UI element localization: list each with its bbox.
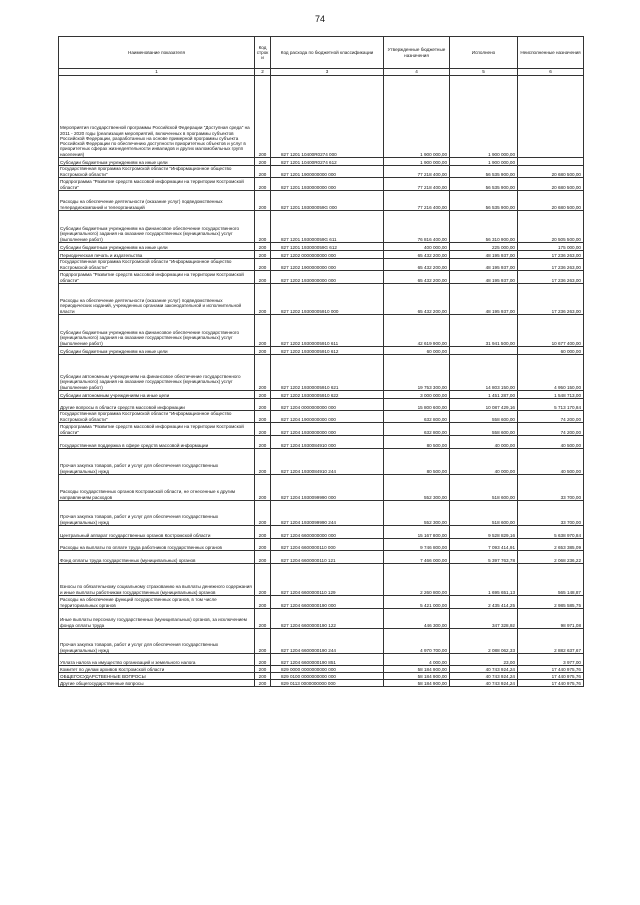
row-executed: 1 695 651,13 bbox=[450, 564, 518, 596]
row-budget-code: 827 1204 1930099990 000 bbox=[271, 475, 384, 501]
row-name: Другие вопросы в области средств массовой информации bbox=[59, 399, 255, 411]
row-unexecuted: 17 236 263,00 bbox=[518, 271, 584, 284]
row-budget-code: 827 1204 6600000190 851 bbox=[271, 654, 384, 666]
row-approved: 15 800 600,00 bbox=[384, 399, 450, 411]
column-number: 2 bbox=[255, 69, 271, 76]
row-approved: 77 218 400,00 bbox=[384, 166, 450, 178]
row-name: Подпрограмма "Развитие средств массовой информации на территории Костромской области" bbox=[59, 271, 255, 284]
table-row bbox=[59, 436, 584, 449]
row-name: Субсидии бюджетным учреждениям на иные цели bbox=[59, 158, 255, 166]
row-line-code: 200 bbox=[255, 355, 271, 391]
row-unexecuted: 17 440 975,76 bbox=[518, 680, 584, 687]
row-unexecuted: 17 236 263,00 bbox=[518, 251, 584, 259]
row-line-code: 200 bbox=[255, 564, 271, 596]
row-approved: 76 816 400,00 bbox=[384, 211, 450, 243]
table-row bbox=[59, 347, 584, 355]
row-budget-code: 827 1201 193000059G 611 bbox=[271, 211, 384, 243]
row-line-code: 200 bbox=[255, 259, 271, 271]
row-budget-code: 827 1204 1930000000 000 bbox=[271, 423, 384, 436]
row-executed: 225 000,00 bbox=[450, 243, 518, 251]
row-budget-code: 827 1204 0000000000 000 bbox=[271, 399, 384, 411]
row-budget-code: 827 1204 6600000190 244 bbox=[271, 629, 384, 654]
row-name: Расходы на обеспечение деятельности (оказание услуг) подведомственных телерадиокомпаний и телеорганизаций bbox=[59, 191, 255, 211]
row-line-code: 200 bbox=[255, 243, 271, 251]
row-unexecuted: 2 882 637,67 bbox=[518, 629, 584, 654]
row-approved: 65 432 200,00 bbox=[384, 251, 450, 259]
row-executed: 558 600,00 bbox=[450, 411, 518, 423]
row-budget-code: 827 1202 19300005910 622 bbox=[271, 391, 384, 399]
row-approved: 42 619 900,00 bbox=[384, 315, 450, 347]
table-row bbox=[59, 315, 584, 347]
column-number: 6 bbox=[518, 69, 584, 76]
table-row bbox=[59, 596, 584, 609]
row-unexecuted: 1 548 713,00 bbox=[518, 391, 584, 399]
row-unexecuted: 565 148,87 bbox=[518, 564, 584, 596]
row-executed: 7 093 414,91 bbox=[450, 539, 518, 551]
row-approved: 400 000,00 bbox=[384, 243, 450, 251]
row-executed: 48 195 937,00 bbox=[450, 271, 518, 284]
row-line-code: 200 bbox=[255, 347, 271, 355]
row-budget-code: 827 1204 1930084910 000 bbox=[271, 436, 384, 449]
row-name: Государственная программа Костромской области "Информационное общество Костромской области" bbox=[59, 259, 255, 271]
row-name: Комитет по делам архивов Костромской области bbox=[59, 666, 255, 673]
row-name: Расходы на выплаты по оплате труда работников государственных органов bbox=[59, 539, 255, 551]
table-row bbox=[59, 191, 584, 211]
row-approved: 60 000,00 bbox=[384, 347, 450, 355]
row-executed: 40 743 924,24 bbox=[450, 666, 518, 673]
row-name: ОБЩЕГОСУДАРСТВЕННЫЕ ВОПРОСЫ bbox=[59, 673, 255, 680]
row-budget-code: 827 1202 19300005910 621 bbox=[271, 355, 384, 391]
row-executed: 5 397 763,78 bbox=[450, 551, 518, 564]
row-unexecuted: 74 200,00 bbox=[518, 423, 584, 436]
table-row bbox=[59, 449, 584, 475]
row-approved: 1 900 000,00 bbox=[384, 158, 450, 166]
table-row bbox=[59, 76, 584, 158]
table-row bbox=[59, 564, 584, 596]
row-budget-code: 827 1202 19300005910 611 bbox=[271, 315, 384, 347]
header-row bbox=[59, 37, 584, 69]
row-approved: 552 300,00 bbox=[384, 475, 450, 501]
row-approved: 58 184 900,00 bbox=[384, 666, 450, 673]
row-approved: 2 260 800,00 bbox=[384, 564, 450, 596]
header-unexecuted: Неисполненные назначения bbox=[518, 37, 584, 69]
table-row bbox=[59, 399, 584, 411]
row-budget-code: 827 1201 10400R0274 000 bbox=[271, 76, 384, 158]
row-unexecuted: 33 700,00 bbox=[518, 501, 584, 526]
table-body bbox=[59, 76, 584, 687]
row-line-code: 200 bbox=[255, 666, 271, 673]
row-line-code: 200 bbox=[255, 211, 271, 243]
row-name: Периодическая печать и издательства bbox=[59, 251, 255, 259]
row-line-code: 200 bbox=[255, 596, 271, 609]
row-executed: 56 535 900,00 bbox=[450, 166, 518, 178]
row-approved: 58 184 900,00 bbox=[384, 673, 450, 680]
row-line-code: 200 bbox=[255, 449, 271, 475]
row-name: Уплата налога на имущество организаций и земельного налога bbox=[59, 654, 255, 666]
row-name: Расходы на обеспечение функций государственных органов, в том числе территориальных органов bbox=[59, 596, 255, 609]
row-budget-code: 827 1201 1930000000 000 bbox=[271, 178, 384, 191]
row-approved: 80 500,00 bbox=[384, 436, 450, 449]
row-budget-code: 827 1201 10400R0274 612 bbox=[271, 158, 384, 166]
row-name: Субсидии автономным учреждениям на иные цели bbox=[59, 391, 255, 399]
table-row bbox=[59, 355, 584, 391]
row-executed: 56 310 900,00 bbox=[450, 211, 518, 243]
header-budget-code: Код расхода по бюджетной классификации bbox=[271, 37, 384, 69]
row-unexecuted: 5 713 170,84 bbox=[518, 399, 584, 411]
row-executed: 48 195 937,00 bbox=[450, 284, 518, 315]
row-unexecuted: 17 236 263,00 bbox=[518, 259, 584, 271]
row-name: Субсидии автономным учреждениям на финансовое обеспечение государственного (муниципального) задания на оказание государственных (муниципальных) услуг (выполнение работ) bbox=[59, 355, 255, 391]
row-unexecuted: 20 505 500,00 bbox=[518, 211, 584, 243]
budget-table bbox=[58, 36, 584, 687]
row-line-code: 200 bbox=[255, 551, 271, 564]
row-executed: 56 535 900,00 bbox=[450, 191, 518, 211]
table-row bbox=[59, 271, 584, 284]
row-budget-code: 827 1204 1930099990 244 bbox=[271, 501, 384, 526]
row-executed: 518 600,00 bbox=[450, 475, 518, 501]
row-approved: 58 184 900,00 bbox=[384, 680, 450, 687]
row-budget-code: 827 1204 1930084910 244 bbox=[271, 449, 384, 475]
row-line-code: 200 bbox=[255, 76, 271, 158]
row-executed: 40 000,00 bbox=[450, 436, 518, 449]
row-executed: 347 328,92 bbox=[450, 609, 518, 629]
row-name: Прочая закупка товаров, работ и услуг для обеспечения государственных (муниципальных) нужд bbox=[59, 629, 255, 654]
row-approved: 632 800,00 bbox=[384, 423, 450, 436]
page-number: 74 bbox=[314, 14, 325, 24]
row-unexecuted: 17 236 263,00 bbox=[518, 284, 584, 315]
row-executed: 1 451 287,00 bbox=[450, 391, 518, 399]
row-unexecuted: 33 700,00 bbox=[518, 475, 584, 501]
table-row bbox=[59, 411, 584, 423]
row-unexecuted: 60 000,00 bbox=[518, 347, 584, 355]
row-unexecuted: 20 680 500,00 bbox=[518, 178, 584, 191]
row-line-code: 200 bbox=[255, 315, 271, 347]
row-line-code: 200 bbox=[255, 475, 271, 501]
table-row bbox=[59, 609, 584, 629]
row-approved: 65 432 200,00 bbox=[384, 259, 450, 271]
column-number: 5 bbox=[450, 69, 518, 76]
row-name: Субсидии бюджетным учреждениям на финансовое обеспечение государственного (муниципального) задания на оказание государственных (муниципальных) услуг (выполнение работ) bbox=[59, 315, 255, 347]
row-budget-code: 829 0000 0000000000 000 bbox=[271, 666, 384, 673]
row-budget-code: 827 1202 19300005910 612 bbox=[271, 347, 384, 355]
row-budget-code: 827 1204 6600000110 000 bbox=[271, 539, 384, 551]
row-name: Мероприятия государственной программы Российской Федерации "Доступная среда" на 2011 - 2020 годы (реализация мероприятий, включенных в программы субъектов Российской Федерации, разработанных на основе примерной программы субъекта Российской Федерации по обеспечению доступности приоритетных объектов и услуг в приоритетных сферах жизнедеятельности инвалидов и других маломобильных групп населения) bbox=[59, 76, 255, 158]
table-row bbox=[59, 501, 584, 526]
row-executed bbox=[450, 347, 518, 355]
table-row bbox=[59, 551, 584, 564]
table-row bbox=[59, 251, 584, 259]
row-executed: 31 941 500,00 bbox=[450, 315, 518, 347]
table-row bbox=[59, 158, 584, 166]
row-unexecuted: 5 638 970,84 bbox=[518, 526, 584, 539]
row-unexecuted: 40 500,00 bbox=[518, 449, 584, 475]
row-unexecuted: 20 680 500,00 bbox=[518, 166, 584, 178]
row-budget-code: 827 1201 193000059G 000 bbox=[271, 191, 384, 211]
row-budget-code: 829 0113 0000000000 000 bbox=[271, 680, 384, 687]
row-approved: 5 421 000,00 bbox=[384, 596, 450, 609]
row-budget-code: 827 1201 193000059G 612 bbox=[271, 243, 384, 251]
row-approved: 65 432 200,00 bbox=[384, 284, 450, 315]
row-unexecuted: 40 500,00 bbox=[518, 436, 584, 449]
row-approved: 77 218 400,00 bbox=[384, 178, 450, 191]
row-approved: 4 000,00 bbox=[384, 654, 450, 666]
column-number: 1 bbox=[59, 69, 255, 76]
column-number: 3 bbox=[271, 69, 384, 76]
row-line-code: 200 bbox=[255, 501, 271, 526]
row-budget-code: 827 1204 6600000000 000 bbox=[271, 526, 384, 539]
row-executed: 1 900 000,00 bbox=[450, 158, 518, 166]
row-line-code: 200 bbox=[255, 411, 271, 423]
row-name: Другие общегосударственные вопросы bbox=[59, 680, 255, 687]
row-approved: 552 300,00 bbox=[384, 501, 450, 526]
row-unexecuted: 4 950 150,00 bbox=[518, 355, 584, 391]
table-row bbox=[59, 178, 584, 191]
row-approved: 446 300,00 bbox=[384, 609, 450, 629]
row-executed: 56 535 900,00 bbox=[450, 178, 518, 191]
row-line-code: 200 bbox=[255, 271, 271, 284]
column-number: 4 bbox=[384, 69, 450, 76]
row-line-code: 200 bbox=[255, 673, 271, 680]
row-executed: 558 600,00 bbox=[450, 423, 518, 436]
row-executed: 2 088 062,33 bbox=[450, 629, 518, 654]
row-name: Государственная программа Костромской области "Информационное общество Костромской области" bbox=[59, 411, 255, 423]
header-approved: Утвержденные бюджетные назначения bbox=[384, 37, 450, 69]
table-row bbox=[59, 526, 584, 539]
row-approved: 7 466 000,00 bbox=[384, 551, 450, 564]
row-line-code: 200 bbox=[255, 629, 271, 654]
row-approved: 4 970 700,00 bbox=[384, 629, 450, 654]
row-unexecuted: 74 200,00 bbox=[518, 411, 584, 423]
row-name: Подпрограмма "Развитие средств массовой информации на территории Костромской области" bbox=[59, 178, 255, 191]
row-executed: 40 000,00 bbox=[450, 449, 518, 475]
row-budget-code: 827 1204 1900000000 000 bbox=[271, 411, 384, 423]
row-budget-code: 827 1204 6600000190 000 bbox=[271, 596, 384, 609]
row-name: Прочая закупка товаров, работ и услуг для обеспечения государственных (муниципальных) нужд bbox=[59, 449, 255, 475]
row-executed: 518 600,00 bbox=[450, 501, 518, 526]
row-unexecuted bbox=[518, 158, 584, 166]
row-line-code: 200 bbox=[255, 526, 271, 539]
header-line-code: Код строк и bbox=[255, 37, 271, 69]
column-numbers-row bbox=[59, 69, 584, 76]
row-budget-code: 827 1202 1930000000 000 bbox=[271, 271, 384, 284]
row-budget-code: 827 1202 19300005910 000 bbox=[271, 284, 384, 315]
row-executed: 40 743 924,24 bbox=[450, 680, 518, 687]
row-line-code: 200 bbox=[255, 251, 271, 259]
table-row bbox=[59, 680, 584, 687]
row-name: Центральный аппарат государственных органов Костромской области bbox=[59, 526, 255, 539]
row-budget-code: 827 1204 6600000110 121 bbox=[271, 551, 384, 564]
row-name: Субсидии бюджетным учреждениям на иные цели bbox=[59, 243, 255, 251]
row-line-code: 200 bbox=[255, 191, 271, 211]
row-budget-code: 827 1201 1900000000 000 bbox=[271, 166, 384, 178]
row-executed: 9 528 829,16 bbox=[450, 526, 518, 539]
row-line-code: 200 bbox=[255, 654, 271, 666]
row-line-code: 200 bbox=[255, 680, 271, 687]
row-unexecuted: 2 068 236,22 bbox=[518, 551, 584, 564]
row-name: Государственная поддержка в сфере средств массовой информации bbox=[59, 436, 255, 449]
table-row bbox=[59, 391, 584, 399]
row-executed: 40 743 924,24 bbox=[450, 673, 518, 680]
row-budget-code: 827 1202 0000000000 000 bbox=[271, 251, 384, 259]
row-line-code: 200 bbox=[255, 399, 271, 411]
table-row bbox=[59, 475, 584, 501]
row-executed: 2 435 414,25 bbox=[450, 596, 518, 609]
row-unexecuted: 3 977,00 bbox=[518, 654, 584, 666]
row-unexecuted: 20 680 500,00 bbox=[518, 191, 584, 211]
table-row bbox=[59, 629, 584, 654]
row-name: Расходы государственных органов Костромской области, не отнесенные к другим направлениям расходов bbox=[59, 475, 255, 501]
row-approved: 632 800,00 bbox=[384, 411, 450, 423]
row-executed: 1 900 000,00 bbox=[450, 76, 518, 158]
row-approved: 19 753 300,00 bbox=[384, 355, 450, 391]
row-line-code: 200 bbox=[255, 609, 271, 629]
row-executed: 23,00 bbox=[450, 654, 518, 666]
table-row bbox=[59, 673, 584, 680]
row-unexecuted: 175 000,00 bbox=[518, 243, 584, 251]
row-unexecuted: 17 440 975,76 bbox=[518, 666, 584, 673]
row-approved: 80 500,00 bbox=[384, 449, 450, 475]
header-executed: Исполнено bbox=[450, 37, 518, 69]
table-row bbox=[59, 423, 584, 436]
row-line-code: 200 bbox=[255, 284, 271, 315]
table-row bbox=[59, 166, 584, 178]
row-name: Подпрограмма "Развитие средств массовой информации на территории Костромской области" bbox=[59, 423, 255, 436]
row-name: Фонд оплаты труда государственных (муниципальных) органов bbox=[59, 551, 255, 564]
row-approved: 9 746 800,00 bbox=[384, 539, 450, 551]
row-unexecuted: 98 971,08 bbox=[518, 609, 584, 629]
row-unexecuted bbox=[518, 76, 584, 158]
row-executed: 48 195 937,00 bbox=[450, 251, 518, 259]
row-line-code: 200 bbox=[255, 539, 271, 551]
row-name: Иные выплаты персоналу государственных (муниципальных) органов, за исключением фонда оплаты труда bbox=[59, 609, 255, 629]
row-name: Государственная программа Костромской области "Информационное общество Костромской области" bbox=[59, 166, 255, 178]
table-row bbox=[59, 211, 584, 243]
row-name: Субсидии бюджетным учреждениям на иные цели bbox=[59, 347, 255, 355]
row-unexecuted: 2 653 385,09 bbox=[518, 539, 584, 551]
row-executed: 48 195 937,00 bbox=[450, 259, 518, 271]
row-line-code: 200 bbox=[255, 436, 271, 449]
row-unexecuted: 17 440 975,76 bbox=[518, 673, 584, 680]
table-row bbox=[59, 539, 584, 551]
table-row bbox=[59, 654, 584, 666]
row-executed: 14 803 150,00 bbox=[450, 355, 518, 391]
row-unexecuted: 10 677 400,00 bbox=[518, 315, 584, 347]
table-row bbox=[59, 284, 584, 315]
row-approved: 3 000 000,00 bbox=[384, 391, 450, 399]
row-approved: 77 216 400,00 bbox=[384, 191, 450, 211]
row-executed: 10 087 429,16 bbox=[450, 399, 518, 411]
table-row bbox=[59, 243, 584, 251]
row-name: Субсидии бюджетным учреждениям на финансовое обеспечение государственного (муниципального) задания на оказание государственных (муниципальных) услуг (выполнение работ) bbox=[59, 211, 255, 243]
table-row bbox=[59, 666, 584, 673]
row-name: Расходы на обеспечение деятельности (оказание услуг) подведомственных периодических изданий, учрежденных органами законодательной и исполнительной власти bbox=[59, 284, 255, 315]
row-budget-code: 829 0100 0000000000 000 bbox=[271, 673, 384, 680]
row-line-code: 200 bbox=[255, 158, 271, 166]
row-name: Прочая закупка товаров, работ и услуг для обеспечения государственных (муниципальных) нужд bbox=[59, 501, 255, 526]
row-approved: 15 167 800,00 bbox=[384, 526, 450, 539]
row-line-code: 200 bbox=[255, 166, 271, 178]
row-budget-code: 827 1202 1900000000 000 bbox=[271, 259, 384, 271]
row-line-code: 200 bbox=[255, 423, 271, 436]
row-approved: 1 900 000,00 bbox=[384, 76, 450, 158]
row-approved: 65 432 200,00 bbox=[384, 271, 450, 284]
row-line-code: 200 bbox=[255, 178, 271, 191]
row-budget-code: 827 1204 6600000110 129 bbox=[271, 564, 384, 596]
table-row bbox=[59, 259, 584, 271]
header-indicator-name: Наименование показателя bbox=[59, 37, 255, 69]
row-name: Взносы по обязательному социальному страхованию на выплаты денежного содержания и иные выплаты работникам государственных (муниципальных) органов bbox=[59, 564, 255, 596]
row-line-code: 200 bbox=[255, 391, 271, 399]
row-unexecuted: 2 985 585,75 bbox=[518, 596, 584, 609]
row-budget-code: 827 1204 6600000190 122 bbox=[271, 609, 384, 629]
